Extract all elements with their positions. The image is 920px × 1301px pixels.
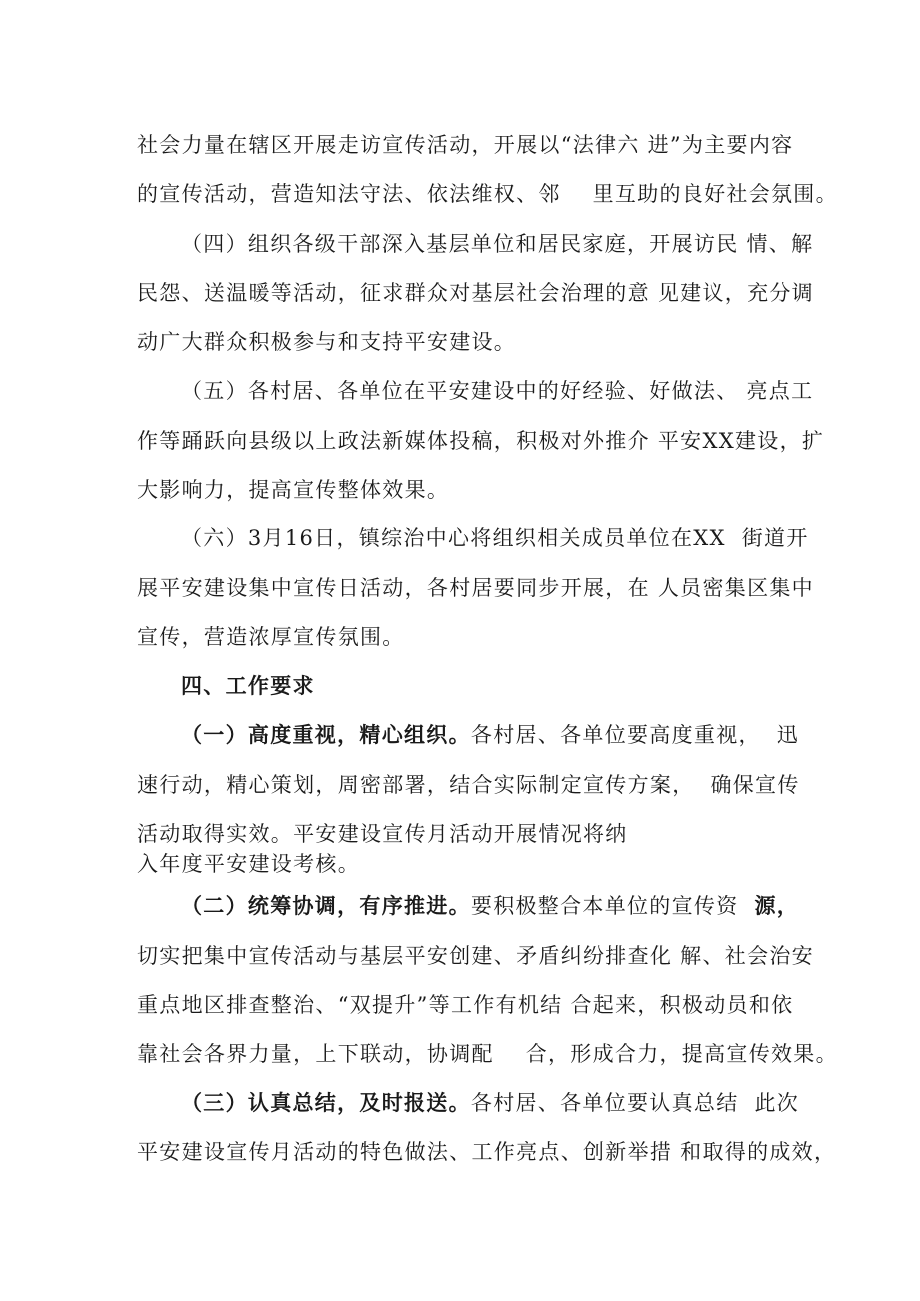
- req-2-line-3: 重点地区排查整治、“双提升”等工作有机结 合起来，积极动员和依: [137, 993, 794, 1017]
- req-1-line-1-rest: 各村居、各单位要高度重视， 迅: [470, 723, 800, 747]
- para-1-line-1: 社会力量在辖区开展走访宣传活动，开展以“法律六 进”为主要内容: [137, 133, 794, 157]
- req-3-line-2: 平安建设宣传月活动的特色做法、工作亮点、创新举措 和取得的成效，: [137, 1140, 837, 1164]
- para-1-line-2: 的宣传活动，营造知法守法、依法维权、邻 里互助的良好社会氛围。: [137, 182, 838, 206]
- req-1-heading: （一）高度重视，精心组织。: [181, 722, 471, 747]
- para-4-line-1: （四）组织各级干部深入基层单位和居民家庭，开展访民 情、解: [181, 232, 814, 256]
- para-4-line-3: 动广大群众积极参与和支持平安建设。: [137, 330, 517, 354]
- para-5-line-1: （五）各村居、各单位在平安建设中的好经验、好做法、 亮点工: [181, 379, 814, 403]
- req-3-line-1: [181, 1089, 799, 1117]
- req-2-heading: （二）统筹协调，有序推进。: [181, 893, 471, 918]
- req-2-bold-tail: 源，: [754, 893, 800, 918]
- section-heading: 四、工作要求: [181, 673, 315, 698]
- req-3-line-1-rest: 各村居、各单位要认真总结 此次: [470, 1091, 800, 1115]
- req-2-line-4: 靠社会各界力量，上下联动，协调配 合，形成合力，提高宣传效果。: [137, 1042, 838, 1066]
- req-2-line-1-rest: 要积极整合本单位的宣传资: [470, 894, 755, 918]
- req-1-line-3: 活动取得实效。平安建设宣传月活动开展情况将纳: [137, 822, 628, 846]
- req-1-line-2: 速行动，精心策划，周密部署，结合实际制定宣传方案， 确保宣传: [137, 773, 800, 797]
- para-4-line-2: 民怨、送温暖等活动，征求群众对基层社会治理的意 见建议，充分调: [137, 281, 814, 305]
- para-6-line-2: 展平安建设集中宣传日活动，各村居要同步开展，在 人员密集区集中: [137, 576, 814, 600]
- req-2-line-1: [181, 892, 799, 920]
- req-1-line-4: 入年度平安建设考核。: [137, 852, 360, 876]
- para-6-line-3: 宣传，营造浓厚宣传氛围。: [137, 625, 405, 649]
- req-2-line-2: 切实把集中宣传活动与基层平安创建、矛盾纠纷排查化 解、社会治安: [137, 944, 814, 968]
- para-5-line-2: 作等踊跃向县级以上政法新媒体投稿，积极对外推介 平安XX建设，扩: [137, 429, 825, 453]
- para-6-line-1: （六）3月16日，镇综治中心将组织相关成员单位在XX 街道开: [181, 526, 809, 550]
- req-1-line-1: [181, 721, 799, 749]
- req-3-heading: （三）认真总结，及时报送。: [181, 1090, 471, 1115]
- para-5-line-3: 大影响力，提高宣传整体效果。: [137, 478, 450, 502]
